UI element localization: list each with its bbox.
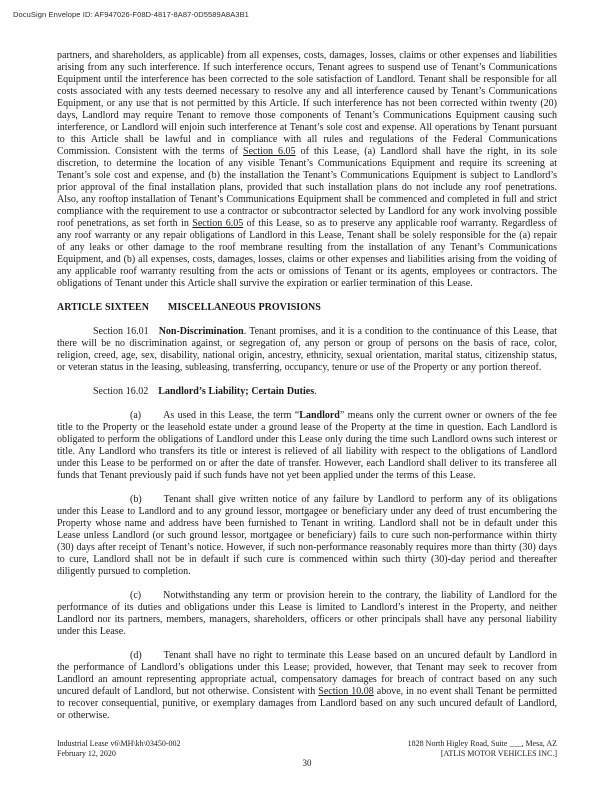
footer-doc-ref: Industrial Lease v6\MH\kh\03450-002 (57, 739, 181, 748)
paragraph-c (57, 590, 557, 638)
text-run: Landlord’s Liability; Certain Duties (158, 386, 315, 397)
text-run: (a) (130, 410, 142, 421)
docusign-envelope-id: DocuSign Envelope ID: AF947026-F08D-4817-8A87-0D5589A8A3B1 (13, 10, 249, 19)
text-run: Notwithstanding any term or provision herein to the contrary, the liability of Landlord for the performance of its duties and obligations under this Lease is limited to Landlord’s interest in the Property, and neither Landlord nor its partners, members, managers, shareholders, officers or other principals shall have any personal liability under this Lease. (57, 590, 557, 637)
text-run: Non-Discrimination (158, 326, 244, 337)
text-run: of this Lease, (a) Landlord shall have the right, in its sole discretion, to determine the location of any visible Tenant’s Communications Equipment and require its screening at Tenant’s sole cost and expense, and (b) the installation the Tenant’s Communications Equipment is subject to Landlord’s prior approval of the final installation plans, provided that such installation plans do not include any roof penetrations. Also, any rooftop installation of Tenant’s Communications Equipment shall be commenced and completed in full and strict compliance with the requirement to use a contractor or subcontractor selected by Landlord for any work involving possible roof penetrations, as set forth in (57, 146, 557, 229)
footer-address: 1828 North Higley Road, Suite ___, Mesa, AZ (407, 739, 557, 748)
footer-company: [ATLIS MOTOR VEHICLES INC.] (440, 749, 557, 758)
page-number: 30 (302, 758, 312, 768)
text-run: Section 6.05 (243, 146, 296, 157)
text-run: . Tenant promises, and it is a condition to the continuance of this Lease, that there will be no discrimination against, or segregation of, any person or group of persons on the basis of race, color, religion, creed, age, sex, disability, national origin, ancestry, ethnicity, sexual orientation, marital status, citizenship status, or veteran status in the leasing, subleasing, transferring, occupancy, tenure or use of the Property or any portion thereof. (57, 326, 558, 373)
paragraph-b (57, 494, 557, 578)
text-run: partners, and shareholders, as applicable) from all expenses, costs, damages, losses, claims or other expenses and liabilities arising from any such interference. If such interference occurs, Tenant agrees to suspend use of Tenant’s Communications Equipment until the interference has been corrected to the sole satisfaction of Landlord. Tenant shall be responsible for all costs associated with any tests deemed necessary to resolve any and all interference caused by Tenant’s Communications Equipment, or any use that is not permitted by this Article. If such interference has not been corrected within twenty (20) days, Landlord may require Tenant to remove those components of Tenant’s Communications Equipment causing such interference, or Landlord will enjoin such interference at Tenant’s sole cost and expense. All operations by Tenant pursuant to this Article shall be lawful and in compliance with all rules and regulations of the Federal Communications Commission. Consistent with the terms of (57, 50, 557, 157)
paragraph-d (57, 650, 557, 722)
text-run: of this Lease, so as to preserve any applicable roof warranty. Regardless of any roof warranty or any repair obligations of Landlord in this Lease, Tenant shall be solely responsible for the (a) repair of any leaks or other damage to the roof membrane resulting from the installation of any Tenant’s Communications Equipment, and (b) all expenses, costs, damages, losses, claims or other expenses and liabilities arising from the voiding of any applicable roof warranty resulting from the acts or omissions of Tenant or its agents, employees or contractors. The obligations of Tenant under this Article shall survive the expiration or earlier termination of this Lease. (57, 218, 558, 289)
article-sixteen-heading (57, 302, 557, 314)
document-body (57, 50, 557, 734)
text-run: ” means only the current owner or owners of the fee title to the Property or the leasehold estate under a ground lease of the Property at the time in question. Each Landlord is obligated to perform the obligations of Landlord under this Lease only during the time such Landlord owns such interest or title. Any Landlord who transfers its title or interest is relieved of all liability with respect to the obligations of Landlord under this Lease to be performed on or after the date of transfer. However, each Landlord shall deliver to its transferee all funds that Tenant previously paid if such funds have not yet been applied under the terms of this Lease. (57, 410, 557, 481)
text-run: (d) (130, 650, 142, 661)
text-run: MISCELLANEOUS PROVISIONS (167, 302, 321, 313)
text-run: Section 10.08 (318, 686, 374, 697)
text-run: Section 16.01 (93, 326, 149, 337)
footer-date: February 12, 2020 (57, 749, 116, 758)
text-run: Tenant shall give written notice of any failure by Landlord to perform any of its obligations under this Lease to Landlord and to any ground lessor, mortgagee or beneficiary under any deed of trust encumbering the Property whose name and address have been furnished to Tenant in writing. Landlord shall not be in default under this Lease unless Landlord (or such ground lessor, mortgagee or beneficiary) fails to cure such non-performance within thirty (30) days after receipt of Tenant’s notice. However, if such non-performance reasonably requires more than thirty (30) days to cure, Landlord shall not be in default if such cure is commenced within such thirty (30)-day period and thereafter diligently pursued to completion. (57, 494, 557, 577)
text-run: (b) (130, 494, 142, 505)
footer-left (57, 739, 181, 759)
text-run: (c) (130, 590, 142, 601)
text-run: Section 6.05 (192, 218, 244, 229)
text-run: . (314, 386, 317, 397)
section-16-01 (57, 326, 557, 374)
text-run: above, in no event shall Tenant be permitted to recover consequential, punitive, or exemplary damages from Landlord based on any such uncured default of Landlord, or otherwise. (57, 686, 557, 721)
paragraph-continuation (57, 50, 557, 290)
text-run: Tenant shall have no right to terminate this Lease based on an uncured default by Landlord in the performance of Landlord’s obligations under this Lease; provided, however, that Tenant may seek to recover from Landlord an amount representing appropriate actual, compensatory damages for breach of contract based on any such uncured default of Landlord, but not otherwise. Consistent with (57, 650, 557, 697)
text-run: Landlord (299, 410, 340, 421)
section-16-02 (57, 386, 557, 398)
text-run: Section 16.02 (93, 386, 149, 397)
text-run: As used in this Lease, the term “ (163, 410, 300, 421)
text-run: ARTICLE SIXTEEN (57, 302, 149, 313)
footer-right (408, 739, 557, 759)
paragraph-a (57, 410, 557, 482)
